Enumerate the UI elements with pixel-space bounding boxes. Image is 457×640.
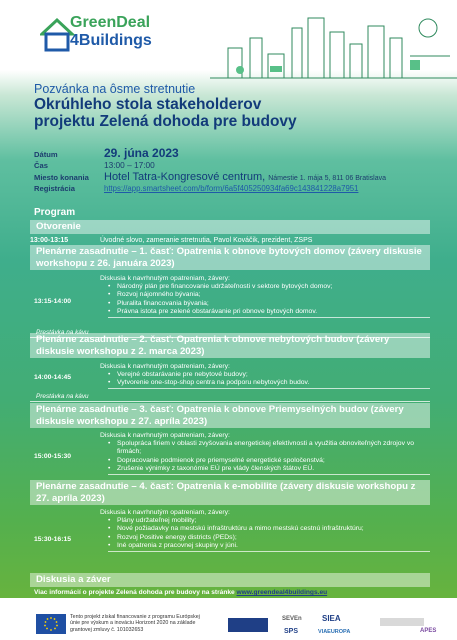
session3-item: • Zrušenie výnimky z taxonómie EÚ pre vlády členských štátov EÚ. [108, 465, 430, 474]
logo-line1: GreenDeal [70, 14, 151, 31]
session3-time: 15:00-15:30 [34, 452, 72, 460]
invitation-subtitle: Pozvánka na ôsme stretnutie [34, 82, 196, 96]
logo-text [70, 14, 152, 50]
project-website-link[interactable]: www.greendeal4buildings.eu [236, 589, 328, 596]
session3-band: Plenárne zasadnutie – 3. časť: Opatrenia k obnove Priemyselných budov (závery diskusie workshopu z 27. apríla 2023) [30, 403, 430, 428]
session4-list [108, 517, 430, 552]
session4-band: Plenárne zasadnutie – 4. časť: Opatrenia k e-mobilite (závery diskusie workshopu z 27. apríla 2023) [30, 480, 430, 505]
session1-list [108, 283, 430, 318]
info-line [34, 588, 444, 597]
time-label: Čas [34, 161, 48, 170]
session2-item: • Vytvorenie one-stop-shop centra na podporu nebytových budov. [108, 379, 430, 388]
event-title-line1: Okrúhleho stola stakeholderov [34, 96, 262, 113]
closing-band: Diskusia a záver [30, 573, 430, 587]
opening-text: Úvodné slovo, zameranie stretnutia, Pavol Kováčik, prezident, ZSPS [100, 236, 313, 244]
session1-item: • Rozvoj nájomného bývania; [108, 291, 430, 299]
place-row [34, 171, 454, 184]
opening-section [30, 220, 430, 244]
time-value: 13:00 – 17:00 [104, 160, 155, 170]
place-label: Miesto konania [34, 173, 89, 182]
time-row [34, 160, 454, 171]
partner-seven: SEVEn [282, 616, 302, 622]
place-address: Námestie 1. mája 5, 811 06 Bratislava [268, 175, 386, 182]
eu-flag-icon [36, 614, 66, 634]
partner-viaeuropa: VIAEUROPA [318, 629, 351, 635]
opening-row [30, 237, 430, 244]
session2-body [100, 362, 430, 392]
session4-time: 15:30-16:15 [34, 535, 72, 543]
session1-head: Diskusia k navrhnutým opatreniam, závery: [100, 275, 230, 282]
session1-time: 13:15-14:00 [34, 297, 72, 305]
session1-item: • Právna istota pre zelené obstarávanie pri obnove bytových domov. [108, 308, 430, 317]
session3-list [108, 440, 430, 475]
session3-item: • Spolupráca firiem v oblasti zvyšovania energetickej efektívnosti a využitia obnoviteľných zdrojov vo firmách; [108, 440, 430, 457]
session1-body [100, 274, 430, 328]
session3-head: Diskusia k navrhnutým opatreniam, závery: [100, 432, 230, 439]
registration-row [34, 184, 454, 195]
session2-section [30, 333, 430, 402]
intro-block [34, 82, 434, 130]
session3-body [100, 431, 430, 481]
closing-section [30, 573, 430, 587]
session1-item: • Pluralita financovania bývania; [108, 300, 430, 308]
session4-item: • Plány udržateľnej mobility; [108, 517, 430, 525]
coffee-break-1: Prestávka na kávu [30, 328, 430, 338]
event-facts [34, 146, 454, 195]
session4-item: • Nové požiadavky na mestskú infraštruktúru a mimo mestskú cestnú infraštruktúru; [108, 525, 430, 533]
session4-head: Diskusia k navrhnutým opatreniam, závery: [100, 509, 230, 516]
date-row [34, 146, 454, 160]
session4-body [100, 508, 430, 570]
registration-link[interactable]: https://app.smartsheet.com/b/form/6a5f405250934fa69c143841228a7951 [104, 184, 359, 193]
opening-band: Otvorenie [30, 220, 430, 234]
logo-line2: 4Buildings [70, 32, 152, 49]
partner-siea: SIEA [322, 614, 341, 623]
opening-time: 13:00-13:15 [30, 236, 69, 244]
eu-funding-text: Tento projekt získal financovanie z programu Európskej únie pre výskum a inováciu Horizont 2020 na základe grantovej zmluvy č. 101032653 [70, 614, 200, 633]
session1-block [30, 274, 430, 328]
ministry-logo [380, 618, 424, 626]
date-label: Dátum [34, 150, 58, 159]
session3-section [30, 403, 430, 481]
session4-section [30, 480, 430, 570]
session1-band: Plenárne zasadnutie – 1. časť: Opatrenia k obnove bytových domov (závery diskusie workshopu z 26. januára 2023) [30, 245, 430, 270]
session1-section [30, 245, 430, 338]
session2-list [108, 371, 430, 389]
session2-time: 14:00-14:45 [34, 373, 72, 381]
partner-sps: SPS [284, 628, 299, 635]
session2-band: Plenárne zasadnutie – 2. časť: Opatrenia k obnove nebytových budov (závery diskusie workshopu z 2. marca 2023) [30, 333, 430, 358]
session4-block [30, 508, 430, 570]
program-heading: Program [34, 207, 76, 218]
session2-head: Diskusia k navrhnutým opatreniam, závery: [100, 363, 230, 370]
city-skyline-illustration [210, 8, 457, 86]
partner-apes: APES [420, 628, 437, 634]
contact-line: Kontakt: Marek Malina | malina@zsps.sk | +421 948 631 509 [34, 598, 220, 605]
session3-item: • Dopracovanie podmienok pre priemyselné energetické spoločenstvá; [108, 457, 430, 465]
place-value: Hotel Tatra-Kongresové centrum, [104, 171, 266, 183]
registration-label: Registrácia [34, 184, 75, 193]
session2-item: • Verejné obstarávanie pre nebytové budovy; [108, 371, 430, 379]
session3-block [30, 431, 430, 481]
info-text: Viac informácií o projekte Zelená dohoda pre budovy na stránke [34, 589, 235, 596]
coffee-break-2: Prestávka na kávu [30, 392, 430, 402]
date-value: 29. júna 2023 [104, 146, 179, 160]
session4-item: • Rozvoj Positive energy districts (PEDs); [108, 534, 430, 542]
zsps-logo [228, 618, 268, 632]
event-title-line2: projektu Zelená dohoda pre budovy [34, 113, 297, 130]
session4-item: • Iné opatrenia z pracovnej skupiny v júni. [108, 542, 430, 551]
session1-item: • Národný plán pre financovanie udržateľnosti v sektore bytových domov; [108, 283, 430, 291]
session2-block [30, 362, 430, 392]
footer-info [34, 588, 444, 606]
